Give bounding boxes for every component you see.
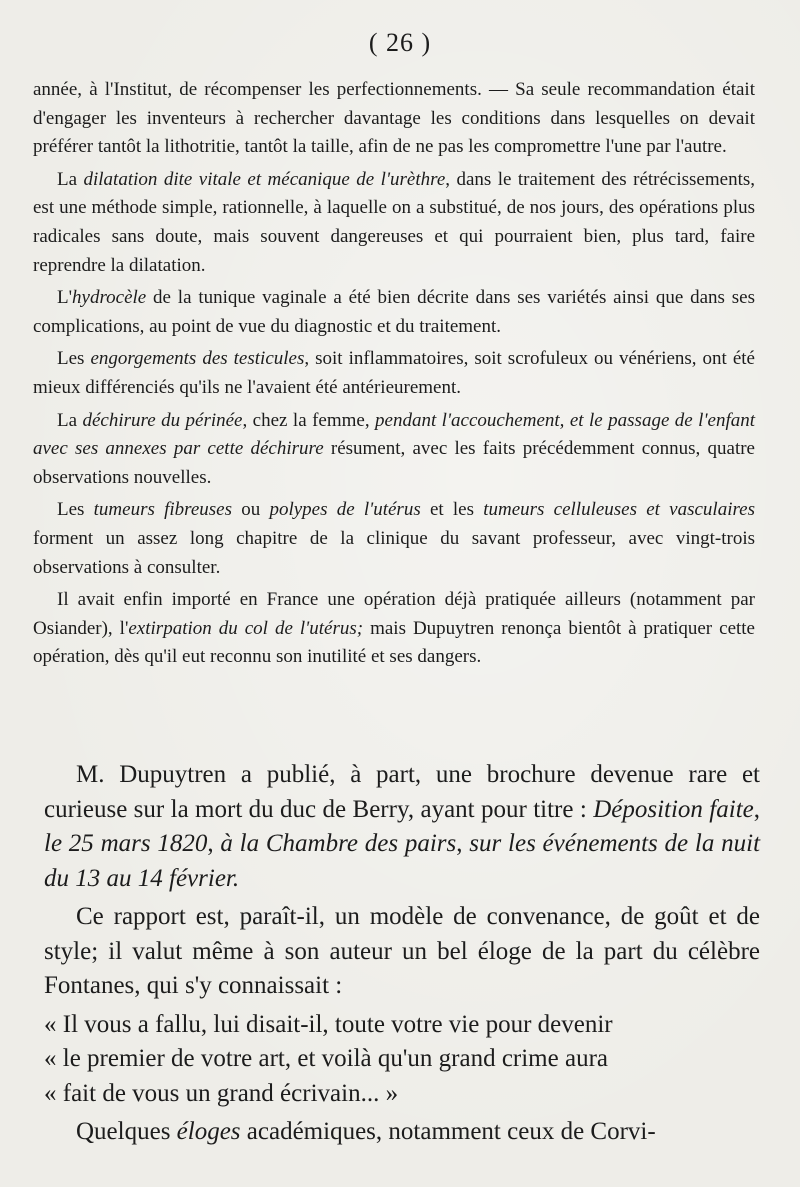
- text-run: Quelques: [76, 1118, 177, 1145]
- large-paragraph: [44, 1115, 760, 1150]
- italic-text: sur les événements de la nuit du 13 au 14 février.: [44, 830, 761, 892]
- text-run: La: [57, 409, 83, 431]
- italic-text: pendant l'accouchement, et le passage de l'enfant avec ses annexes par cette déchirure: [33, 409, 756, 460]
- text-run: L': [57, 287, 73, 309]
- italic-text: engorgements des testicules: [90, 348, 305, 370]
- small-paragraph: [33, 586, 755, 672]
- text-run: Les: [57, 348, 91, 370]
- italic-text: déchirure du périnée: [82, 409, 243, 431]
- text-run: ,: [456, 830, 470, 857]
- large-paragraph: [44, 1008, 760, 1112]
- text-run: mais Dupuytren renonça bientôt à pratiquer cette opération, dès qu'il eut reconnu son inutilité et ses dangers.: [33, 617, 755, 668]
- text-run: , soit inflammatoires, soit scrofuleux ou vénériens, ont été mieux différenciés qu'ils ne l'avaient été antérieurement.: [33, 348, 755, 398]
- italic-text: à la Chambre des pairs: [220, 830, 457, 857]
- text-run: de la tunique vaginale a été bien décrite dans ses variétés ainsi que dans ses complications, au point de vue du diagnostic et du traitement.: [33, 287, 755, 337]
- text-run: ou: [232, 499, 270, 521]
- italic-text: tumeurs celluleuses et vasculaires: [483, 499, 755, 521]
- small-print-section: [33, 76, 755, 676]
- large-paragraph: [44, 900, 760, 1004]
- text-run: Ce rapport est, paraît-il, un modèle de convenance, de goût et de style; il valut même à son auteur un bel éloge de la part du célèbre Fontanes, qui s'y connaissait :: [44, 903, 760, 999]
- italic-text: le 25 mars 1820: [44, 830, 208, 857]
- small-paragraph: [33, 284, 755, 341]
- large-print-section: [44, 758, 760, 1154]
- small-paragraph: [33, 76, 755, 162]
- text-run: M. Dupuytren a publié, à part, une brochure devenue rare et curieuse sur la mort du duc de Berry, ayant pour titre :: [44, 761, 760, 823]
- text-run: Il avait enfin importé en France une opération déjà pratiquée ailleurs (notamment par Osiander), l': [33, 589, 755, 639]
- text-run: forment un assez long chapitre de la clinique du savant professeur, avec vingt-trois observations à consulter.: [33, 527, 755, 578]
- text-run: , chez la femme,: [242, 409, 376, 431]
- italic-text: polypes de l'utérus: [269, 499, 421, 521]
- quote-line: « fait de vous un grand écrivain... »: [44, 1079, 399, 1107]
- text-run: et les: [420, 499, 484, 521]
- quote-line: « Il vous a fallu, lui disait-il, toute votre vie pour devenir: [44, 1010, 613, 1038]
- small-paragraph: [33, 345, 755, 402]
- small-paragraph: [33, 496, 755, 582]
- small-paragraph: [33, 407, 755, 493]
- italic-text: éloges: [176, 1118, 241, 1145]
- italic-text: tumeurs fibreuses: [93, 499, 232, 521]
- italic-text: hydrocèle: [72, 287, 147, 309]
- small-paragraph: [33, 166, 755, 280]
- text-run: ,: [207, 830, 221, 857]
- text-run: , dans le traitement des rétrécissements, est une méthode simple, rationnelle, à laquelle on a substitué, de nos jours, des opérations plus radicales sans doute, mais souvent dangereuses et qui pourraient bien, plus tard, faire reprendre la dilatation.: [33, 168, 755, 276]
- text-run: académiques, notamment ceux de Corvi-: [240, 1118, 656, 1145]
- text-run: résument, avec les faits précédemment connus, quatre observations nouvelles.: [33, 438, 755, 488]
- large-paragraph: [44, 758, 760, 896]
- italic-text: dilatation dite vitale et mécanique de l'urèthre: [83, 168, 446, 190]
- italic-text: Déposition faite: [593, 795, 754, 823]
- page-number: ( 26 ): [368, 28, 432, 57]
- italic-text: extirpation du col de l'utérus;: [128, 617, 364, 639]
- text-run: ,: [753, 795, 760, 823]
- text-run: Les: [57, 499, 94, 521]
- text-run: année, à l'Institut, de récompenser les perfectionnements. — Sa seule recommandation était d'engager les inventeurs à rechercher davantage les conditions dans lesquelles on devait préférer tantôt la lithotritie, tantôt la taille, afin de ne pas les compromettre l'une par l'autre.: [33, 79, 755, 158]
- text-run: La: [57, 168, 84, 190]
- quote-line: « le premier de votre art, et voilà qu'un grand crime aura: [44, 1045, 608, 1072]
